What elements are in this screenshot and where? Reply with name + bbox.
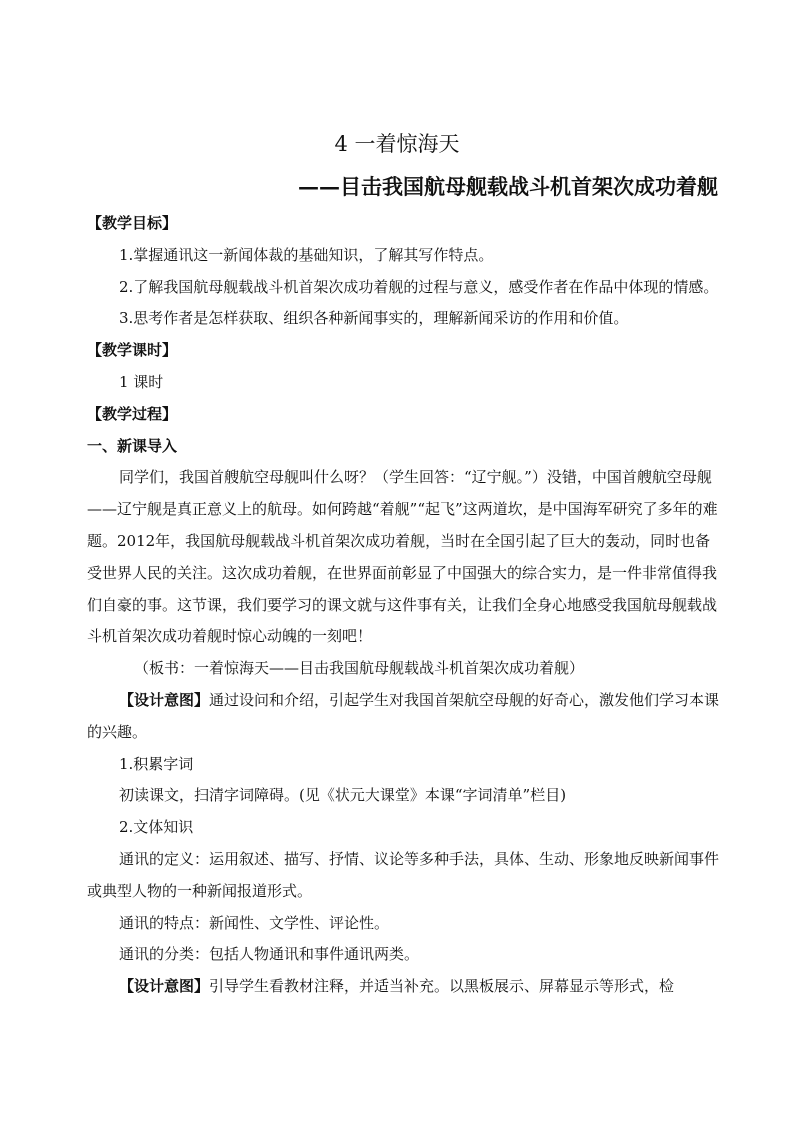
item-1-text: 初读课文，扫清字词障碍。(见《状元大课堂》本课“字词清单”栏目)	[119, 786, 567, 805]
goal-2: 2.了解我国航母舰载战斗机首架次成功着舰的过程与意义，感受作者在作品中体现的情感。	[119, 277, 719, 296]
item-1-heading: 1.积累字词	[119, 754, 194, 773]
design-intent-2-text: 引导学生看教材注释，并适当补充。以黑板展示、屏幕显示等形式，检	[209, 977, 675, 996]
document-body	[87, 208, 720, 1003]
design-intent-2	[87, 971, 720, 1003]
process-heading: 【教学过程】	[87, 404, 178, 423]
page-subtitle: ——目击我国航母舰载战斗机首架次成功着舰	[298, 174, 718, 199]
design-intent-1-text: 通过设问和介绍，引起学生对我国首架航空母舰的好奇心，激发他们学习本课的兴趣。	[87, 690, 720, 741]
design-intent-label: 【设计意图】	[119, 690, 210, 709]
hours-value: 1 课时	[119, 372, 164, 391]
design-intent-1	[87, 685, 720, 749]
hours-heading: 【教学课时】	[87, 341, 178, 360]
goal-1: 1.掌握通讯这一新闻体裁的基础知识，了解其写作特点。	[119, 245, 494, 264]
part1-heading: 一、新课导入	[87, 436, 178, 455]
goals-heading: 【教学目标】	[87, 214, 178, 232]
intro-paragraph: 同学们，我国首艘航空母舰叫什么呀？（学生回答：“辽宁舰。”）没错，中国首艘航空母舰——辽宁舰是真正意义上的航母。如何跨越“着舰”“起飞”这两道坎，是中国海军研究了多年的难题。2012年，我国航母舰载战斗机首架次成功着舰，当时在全国引起了巨大的轰动，同时也备受世界人民的关注。这次成功着舰，在世界面前彰显了中国强大的综合实力，是一件非常值得我们自豪的事。这节课，我们要学习的课文就与这件事有关，让我们全身心地感受我国航母舰载战斗机首架次成功着舰时惊心动魄的一刻吧！	[87, 468, 718, 646]
item-2-heading: 2.文体知识	[119, 818, 194, 837]
classification-text: 通讯的分类：包括人物通讯和事件通讯两类。	[119, 945, 420, 964]
page-title: 4 一着惊海天	[334, 132, 460, 156]
board-note: （板书：一着惊海天——目击我国航母舰载战斗机首架次成功着舰）	[134, 659, 585, 678]
design-intent-label: 【设计意图】	[119, 977, 210, 996]
feature-text: 通讯的特点：新闻性、文学性、评论性。	[119, 913, 390, 932]
definition-text: 通讯的定义：运用叙述、描写、抒情、议论等多种手法，具体、生动、形象地反映新闻事件或典型人物的一种新闻报道形式。	[87, 849, 720, 900]
goal-3: 3.思考作者是怎样获取、组织各种新闻事实的，理解新闻采访的作用和价值。	[119, 309, 629, 328]
